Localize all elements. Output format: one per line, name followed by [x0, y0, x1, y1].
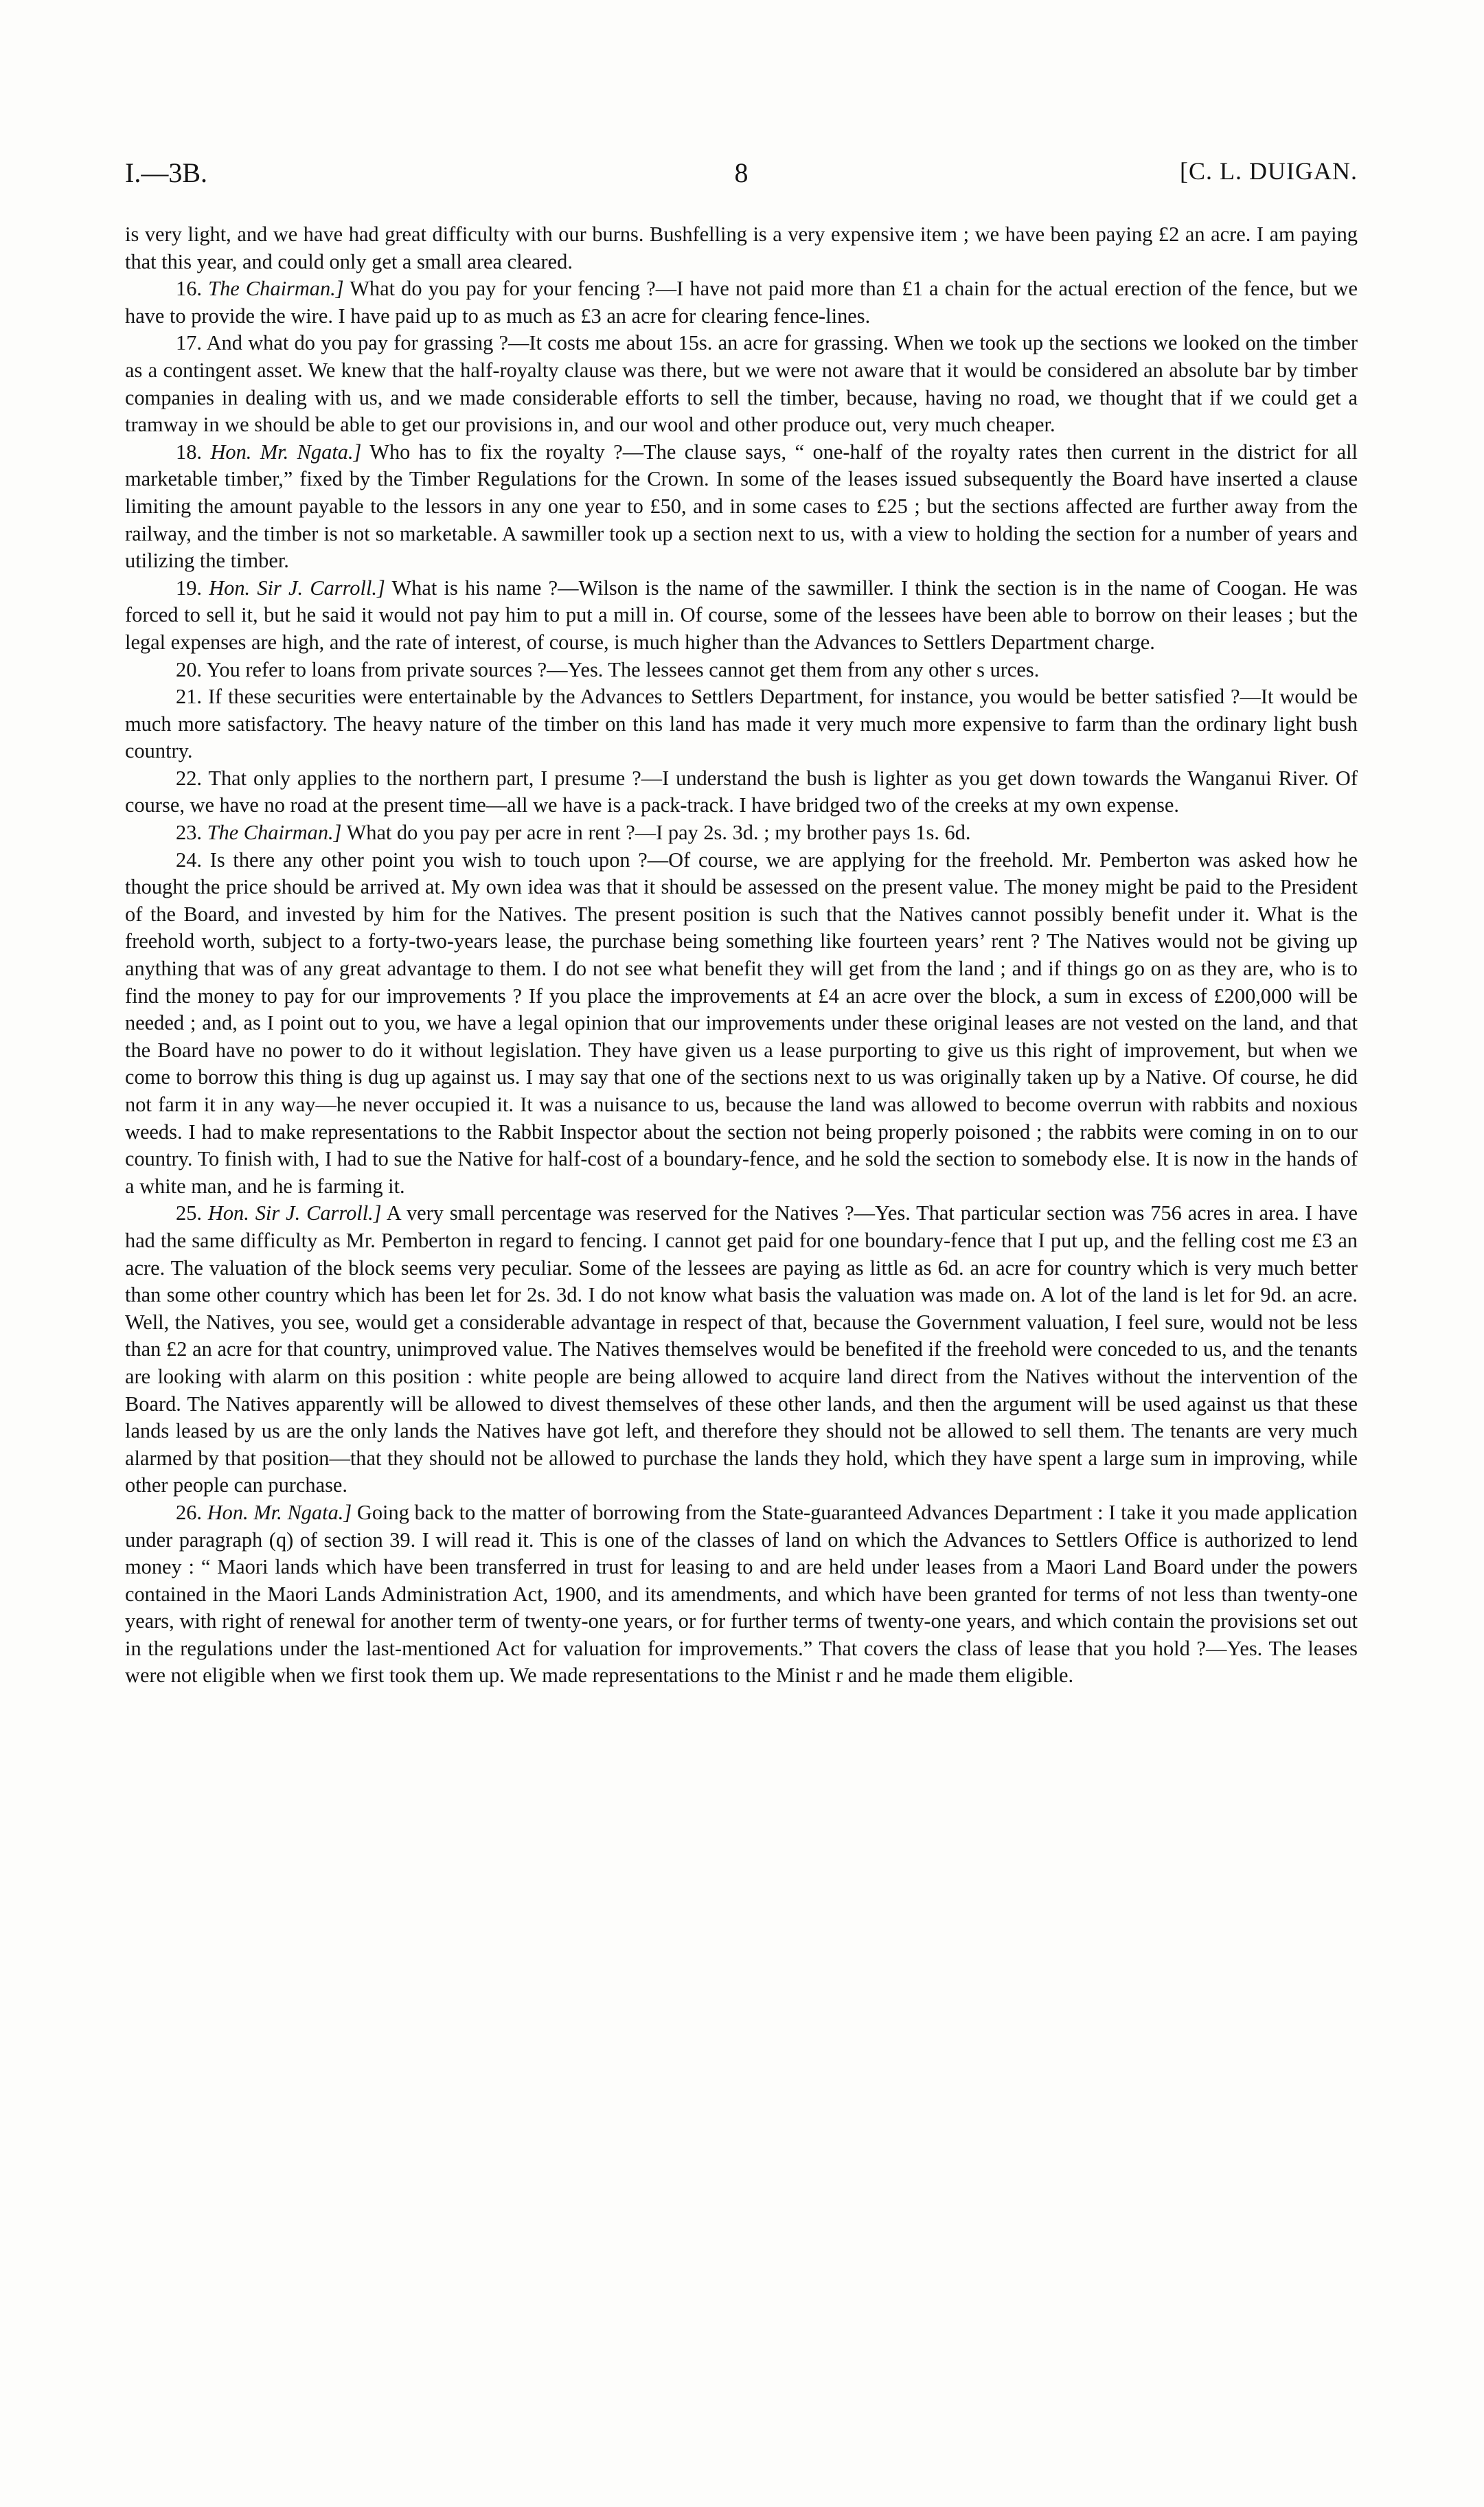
speaker: Hon. Mr. Ngata.]: [207, 1500, 352, 1524]
paragraph-text: And what do you pay for grassing ?—It costs me about 15s. an acre for grassing. When we took up the sections we looked on the timber as a contingent asset. We knew that the half-royalty clause was there, but we were not aware that it would be considered an absolute bar by timber companies in dealing with us, and we made considerable efforts to sell the timber, because, having no road, we thought that if we could get a tramway in we should be able to get our provisions in, and our wool and other produce out, very much cheaper.: [125, 331, 1358, 437]
question-number: 24.: [176, 848, 202, 872]
speaker: Hon. Sir J. Carroll.]: [207, 1201, 382, 1225]
evidence-text: [125, 221, 1358, 1690]
paragraph-text: A very small percentage was reserved for the Natives ?—Yes. That particular section was 756 acres in area. I have had the same difficulty as Mr. Pemberton in regard to fencing. I cannot get paid for one boundary-fence that I put up, and the felling cost me £3 an acre. The valuation of the block seems very peculiar. Some of the lessees are paying as little as 6d. an acre for country which is very much better than some other country which has been let for 2s. 3d. I do not know what basis the valuation was made on. A lot of the land is let for 9d. an acre. Well, the Natives, you see, would get a considerable advantage in respect of that, because the Government valuation, I feel sure, would not be less than £2 an acre for that country, unimproved value. The Natives themselves would be benefited if the freehold were conceded to us, and the tenants are looking with alarm on this position : white people are being allowed to acquire land direct from the Natives without the intervention of the Board. The Natives apparently will be allowed to divest themselves of these other lands, and then the argument will be used against us that these lands leased by us are the only lands the Natives have got left, and therefore they should not be allowed to sell them. The tenants are very much alarmed by that position—that they should not be allowed to purchase the lands they hold, which they have spent a large sum in improving, while other people can purchase.: [125, 1201, 1358, 1497]
paragraph-text: Who has to fix the royalty ?—The clause says, “ one-half of the royalty rates then current in the district for all marketable timber,” fixed by the Timber Regulations for the Crown. In some of the leases issued subsequently the Board have inserted a clause limiting the amount payable to the lessors in any one year to £50, and in some cases to £25 ; but the sections affected are further away from the railway, and the timber is not so marketable. A sawmiller took up a section next to us, with a view to holding the section for a number of years and utilizing the timber.: [125, 440, 1358, 573]
question-19: [125, 575, 1358, 657]
paragraph-text: What is his name ?—Wilson is the name of the sawmiller. I think the section is in the name of Coogan. He was forced to sell it, but he said it would not pay him to put a mill in. Of course, some of the lessees have been able to borrow on their leases ; but the legal expenses are high, and the rate of interest, of course, is much higher than the Advances to Settlers Department charge.: [125, 576, 1358, 654]
question-number: 17.: [176, 331, 202, 355]
paragraph-text: Going back to the matter of borrowing from the State-guaranteed Advances Department : I take it you made application under paragraph (q) of section 39. I will read it. This is one of the classes of land on which the Advances to Settlers Office is authorized to lend money : “ Maori lands which have been transferred in trust for leasing to and are held under leases from a Maori Land Board under the powers contained in the Maori Lands Administration Act, 1900, and its amendments, and which have been granted for terms of not less than twenty-one years, with right of renewal for another term of twenty-one years, or for further terms of twenty-one years, and which contain the provisions set out in the regulations under the last-mentioned Act for valuation for improvements.” That covers the class of lease that you hold ?—Yes. The leases were not eligible when we first took them up. We made representations to the Minist r and he made them eligible.: [125, 1500, 1358, 1688]
question-number: 26.: [176, 1500, 202, 1524]
speaker: Hon. Sir J. Carroll.]: [209, 576, 385, 600]
paragraph-text: is very light, and we have had great difficulty with our burns. Bushfelling is a very expensive item ; we have been paying £2 an acre. I am paying that this year, and could only get a small area cleared.: [125, 223, 1358, 273]
question-number: 18.: [176, 440, 202, 464]
speaker: The Chairman.]: [207, 821, 342, 845]
question-number: 19.: [176, 576, 202, 600]
question-number: 16.: [176, 277, 202, 301]
page-header: [125, 157, 1358, 191]
paragraph-continuation: [125, 221, 1358, 275]
question-number: 25.: [176, 1201, 202, 1225]
speaker: Hon. Mr. Ngata.]: [210, 440, 362, 464]
question-number: 21.: [176, 685, 202, 709]
speaker: The Chairman.]: [208, 277, 344, 301]
paper-reference: I.—3B.: [125, 157, 207, 188]
paragraph-text: Is there any other point you wish to touch upon ?—Of course, we are applying for the freehold. Mr. Pemberton was asked how he thought the price should be arrived at. My own idea was that it should be assessed on the present value. The money might be paid to the President of the Board, and invested by him for the Natives. The present position is such that the Natives cannot possibly benefit under it. What is the freehold worth, subject to a forty-two-years lease, the purchase being something like fourteen years’ rent ? The Natives would not be giving up anything that was of any great advantage to them. I do not see what benefit they will get from the land ; and if things go on as they are, who is to find the money to pay for our improvements ? If you place the improvements at £4 an acre over the block, a sum in excess of £200,000 will be needed ; and, as I point out to you, we have a legal opinion that our improvements under these original leases are not vested on the land, and that the Board have no power to do it without legislation. They have given us a lease purporting to give us this right of improvement, but when we come to borrow this thing is dug up against us. I may say that one of the sections next to us was originally taken up by a Native. Of course, he did not farm it in any way—he never occupied it. It was a nuisance to us, because the land was allowed to become overrun with rabbits and noxious weeds. I had to make representations to the Rabbit Inspector about the section not being properly poisoned ; the rabbits were coming in on to our country. To finish with, I had to sue the Native for half-cost of a boundary-fence, and he sold the section to somebody else. It is now in the hands of a white man, and he is farming it.: [125, 848, 1358, 1198]
question-20: [125, 657, 1358, 684]
question-21: [125, 683, 1358, 765]
paragraph-text: If these securities were entertainable by the Advances to Settlers Department, for instance, you would be better satisfied ?—It would be much more satisfactory. The heavy nature of the timber on this land has made it very much more expensive to farm than the ordinary light bush country.: [125, 685, 1358, 763]
question-number: 22.: [176, 766, 202, 790]
paragraph-text: What do you pay for your fencing ?—I have not paid more than £1 a chain for the actual erection of the fence, but we have to provide the wire. I have paid up to as much as £3 an acre for clearing fence-lines.: [125, 277, 1358, 328]
question-23: [125, 819, 1358, 847]
question-22: [125, 765, 1358, 819]
question-25: [125, 1200, 1358, 1499]
question-16: [125, 275, 1358, 330]
paragraph-text: You refer to loans from private sources ?—Yes. The lessees cannot get them from any other s urces.: [206, 657, 1040, 681]
paragraph-text: That only applies to the northern part, I presume ?—I understand the bush is lighter as you get down towards the Wanganui River. Of course, we have no road at the present time—all we have is a pack-track. I have bridged two of the creeks at my own expense.: [125, 766, 1358, 817]
witness-name: [C. L. DUIGAN.: [1180, 157, 1358, 185]
page-number: 8: [734, 157, 749, 188]
question-26: [125, 1499, 1358, 1690]
question-24: [125, 847, 1358, 1201]
question-number: 23.: [176, 821, 202, 845]
paragraph-text: What do you pay per acre in rent ?—I pay 2s. 3d. ; my brother pays 1s. 6d.: [346, 821, 971, 845]
question-number: 20.: [176, 657, 202, 681]
question-18: [125, 439, 1358, 575]
question-17: [125, 330, 1358, 438]
